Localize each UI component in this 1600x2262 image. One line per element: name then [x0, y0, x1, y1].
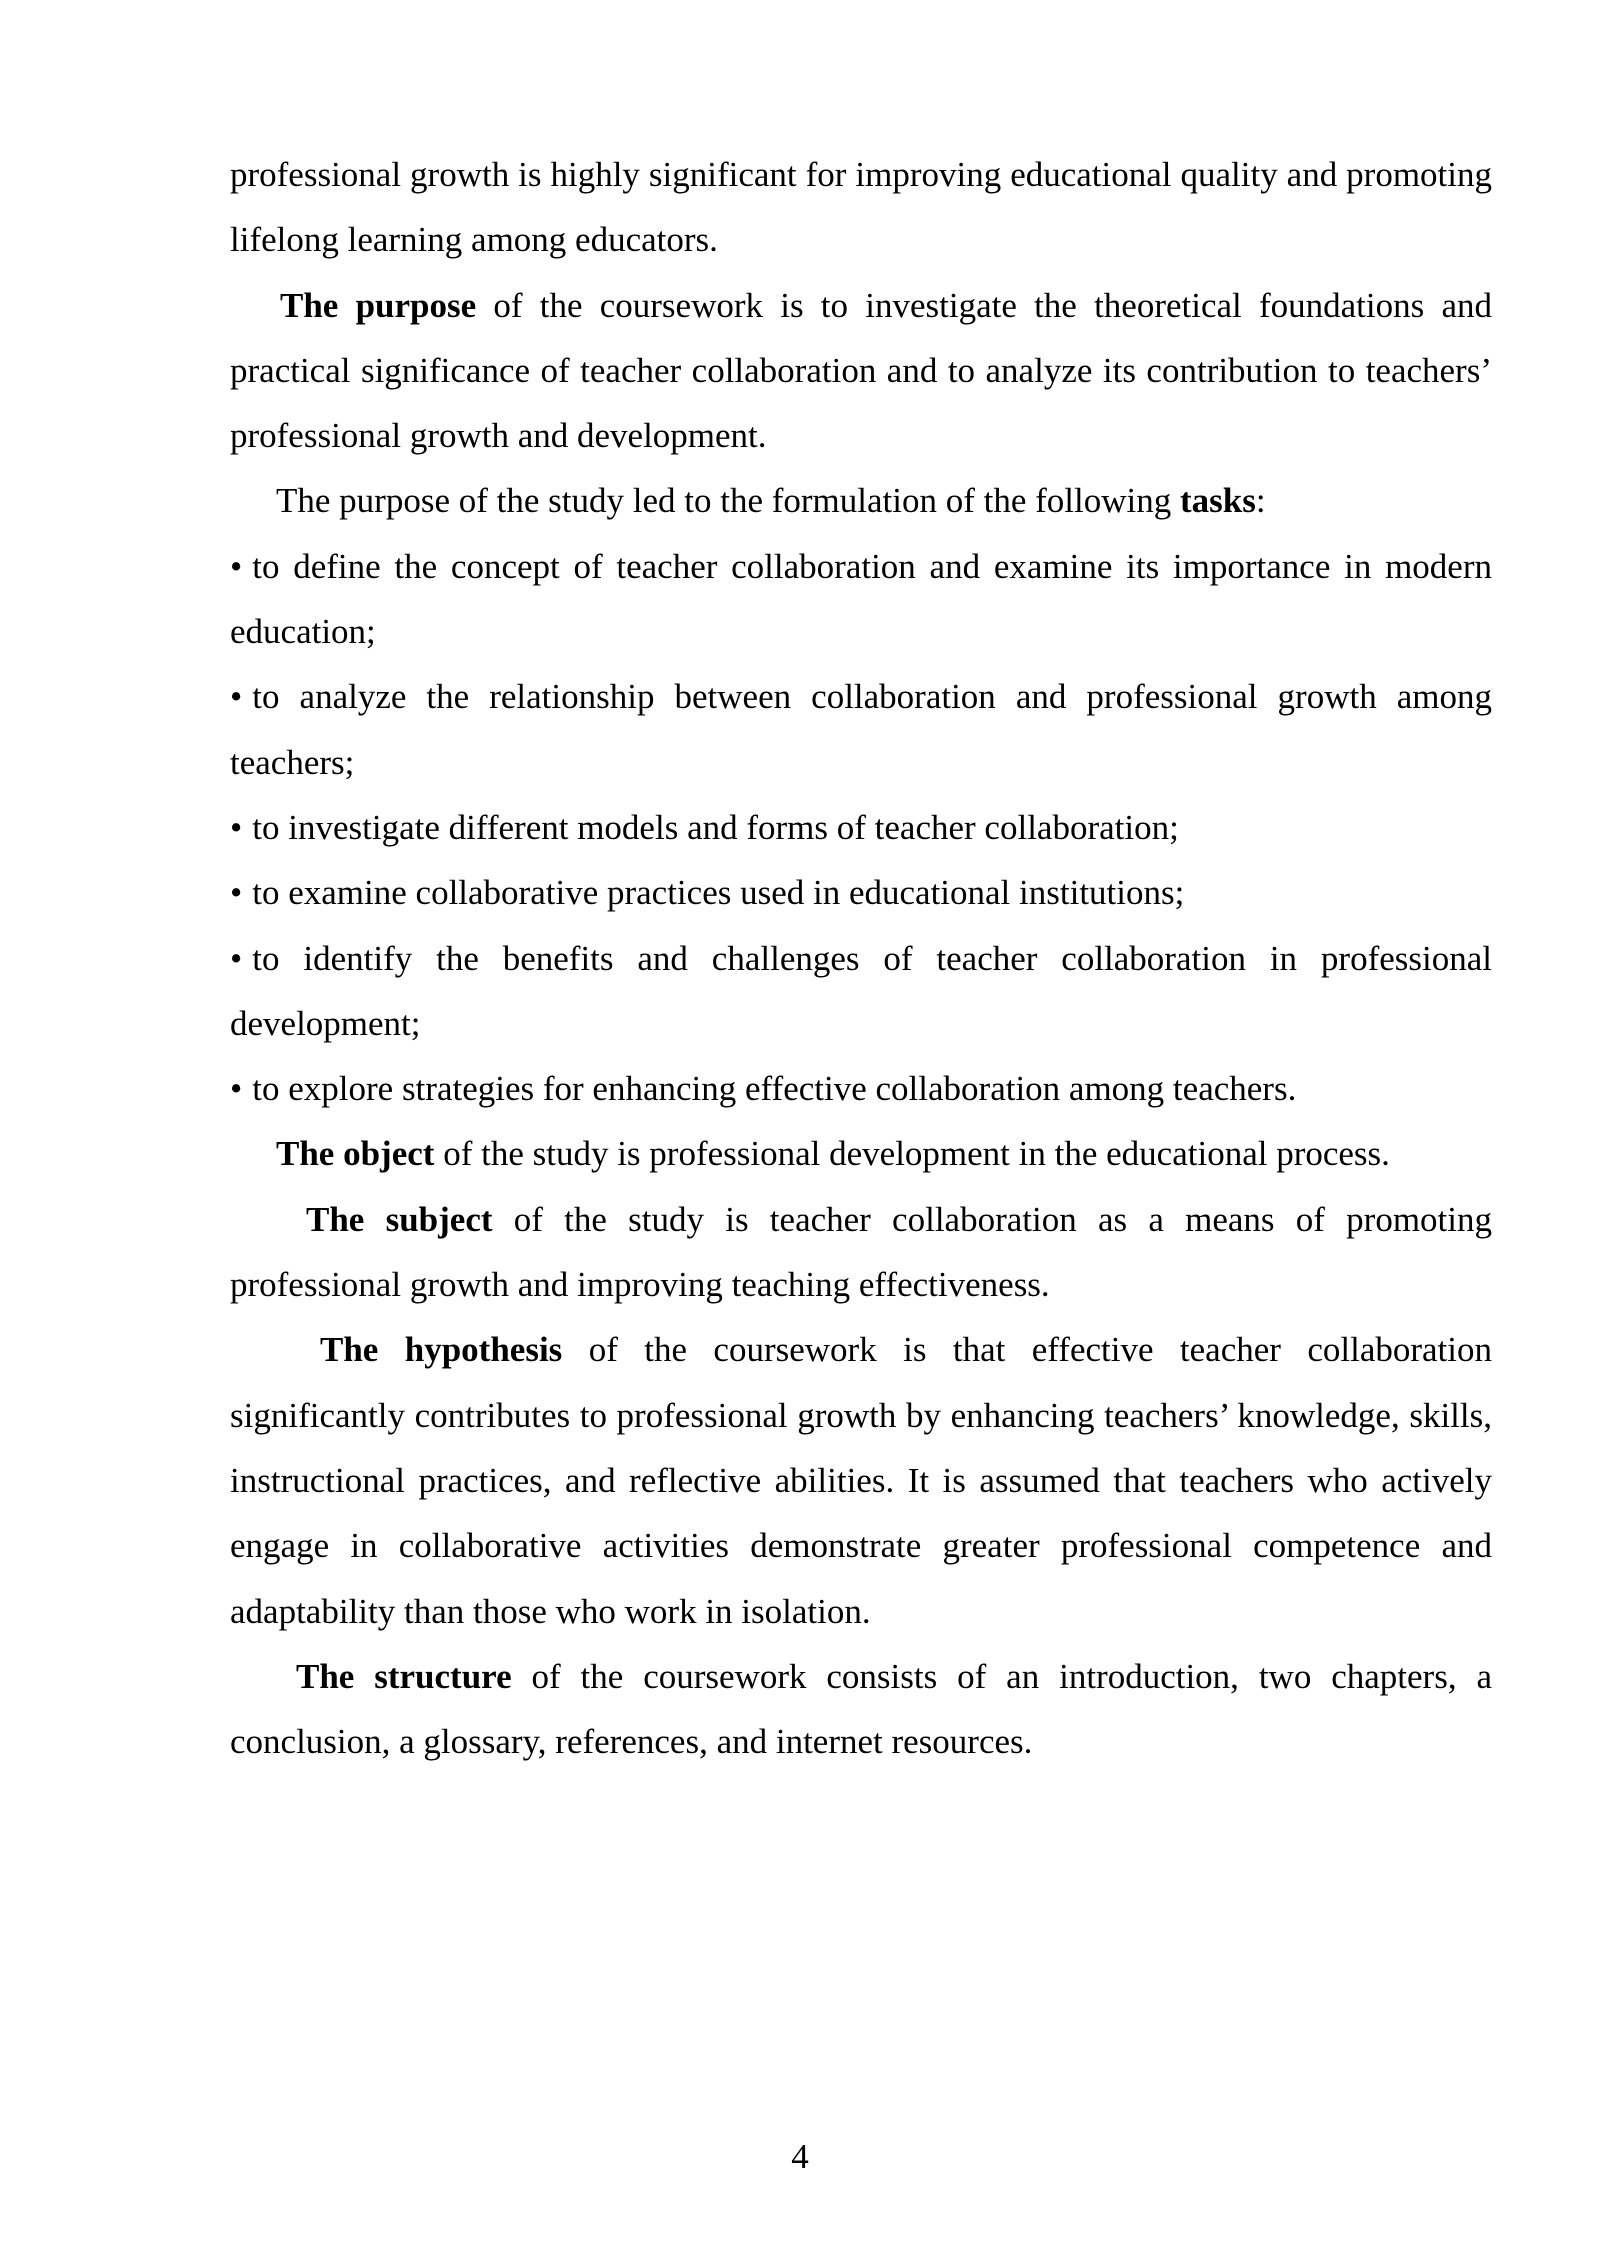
purpose-text: of the coursework is to investigate the theoretical foundations and practical significance of teacher collaboration and to analyze its contribution to teachers’ professional growth and development.: [230, 285, 1492, 456]
bullet-mark: •: [230, 938, 243, 978]
bullet-mark: •: [230, 807, 243, 847]
object-paragraph: [230, 1121, 1492, 1186]
bullet-mark: •: [230, 546, 243, 586]
task-item: [230, 795, 1492, 860]
purpose-paragraph: [230, 273, 1492, 469]
task-text: to identify the benefits and challenges of teacher collaboration in professional development;: [230, 938, 1492, 1043]
task-item: [230, 926, 1492, 1057]
structure-paragraph: [230, 1644, 1492, 1775]
task-item: [230, 860, 1492, 925]
tasks-label: tasks: [1179, 481, 1256, 521]
task-text: to investigate different models and forms of teacher collaboration;: [252, 807, 1179, 847]
subject-text: of the study is teacher collaboration as a means of promoting professional growth and improving teaching effectiveness.: [230, 1199, 1492, 1305]
object-label: The object: [276, 1134, 435, 1174]
intro-tail-paragraph: professional growth is highly significant for improving educational quality and promoting lifelong learning among educators.: [230, 155, 1492, 260]
tasks-suffix: :: [1255, 481, 1266, 521]
task-item: [230, 664, 1492, 795]
tasks-intro-text: The purpose of the study led to the formulation of the following: [276, 481, 1180, 521]
task-item: [230, 534, 1492, 665]
hypothesis-label: The hypothesis: [320, 1330, 563, 1370]
hypothesis-text: of the coursework is that effective teacher collaboration significantly contributes to professional growth by enhancing teachers’ knowledge, skills, instructional practices, and reflective abilities. It is assumed that teachers who actively engage in collaborative activities demonstrate greater professional competence and adaptability than those who work in isolation.: [230, 1330, 1492, 1631]
task-text: to analyze the relationship between collaboration and professional growth among teachers;: [230, 677, 1492, 782]
structure-text: of the coursework consists of an introduction, two chapters, a conclusion, a glossary, references, and internet resources.: [230, 1656, 1492, 1762]
tasks-intro-paragraph: [230, 468, 1492, 533]
bullet-mark: •: [230, 677, 243, 717]
bullet-mark: •: [230, 873, 243, 913]
task-text: to examine collaborative practices used in educational institutions;: [252, 873, 1185, 913]
hypothesis-paragraph: [230, 1317, 1492, 1643]
structure-label: The structure: [296, 1656, 512, 1696]
task-text: to define the concept of teacher collaboration and examine its importance in modern education;: [230, 546, 1492, 652]
body-text: [230, 142, 1492, 1774]
page-number: 4: [791, 2137, 809, 2176]
task-item: [230, 1056, 1492, 1121]
task-text: to explore strategies for enhancing effective collaboration among teachers.: [252, 1069, 1297, 1109]
subject-label: The subject: [306, 1199, 493, 1239]
subject-paragraph: [230, 1187, 1492, 1318]
bullet-mark: •: [230, 1069, 243, 1109]
purpose-label: The purpose: [280, 285, 477, 325]
object-text: of the study is professional development in the educational process.: [434, 1134, 1390, 1174]
